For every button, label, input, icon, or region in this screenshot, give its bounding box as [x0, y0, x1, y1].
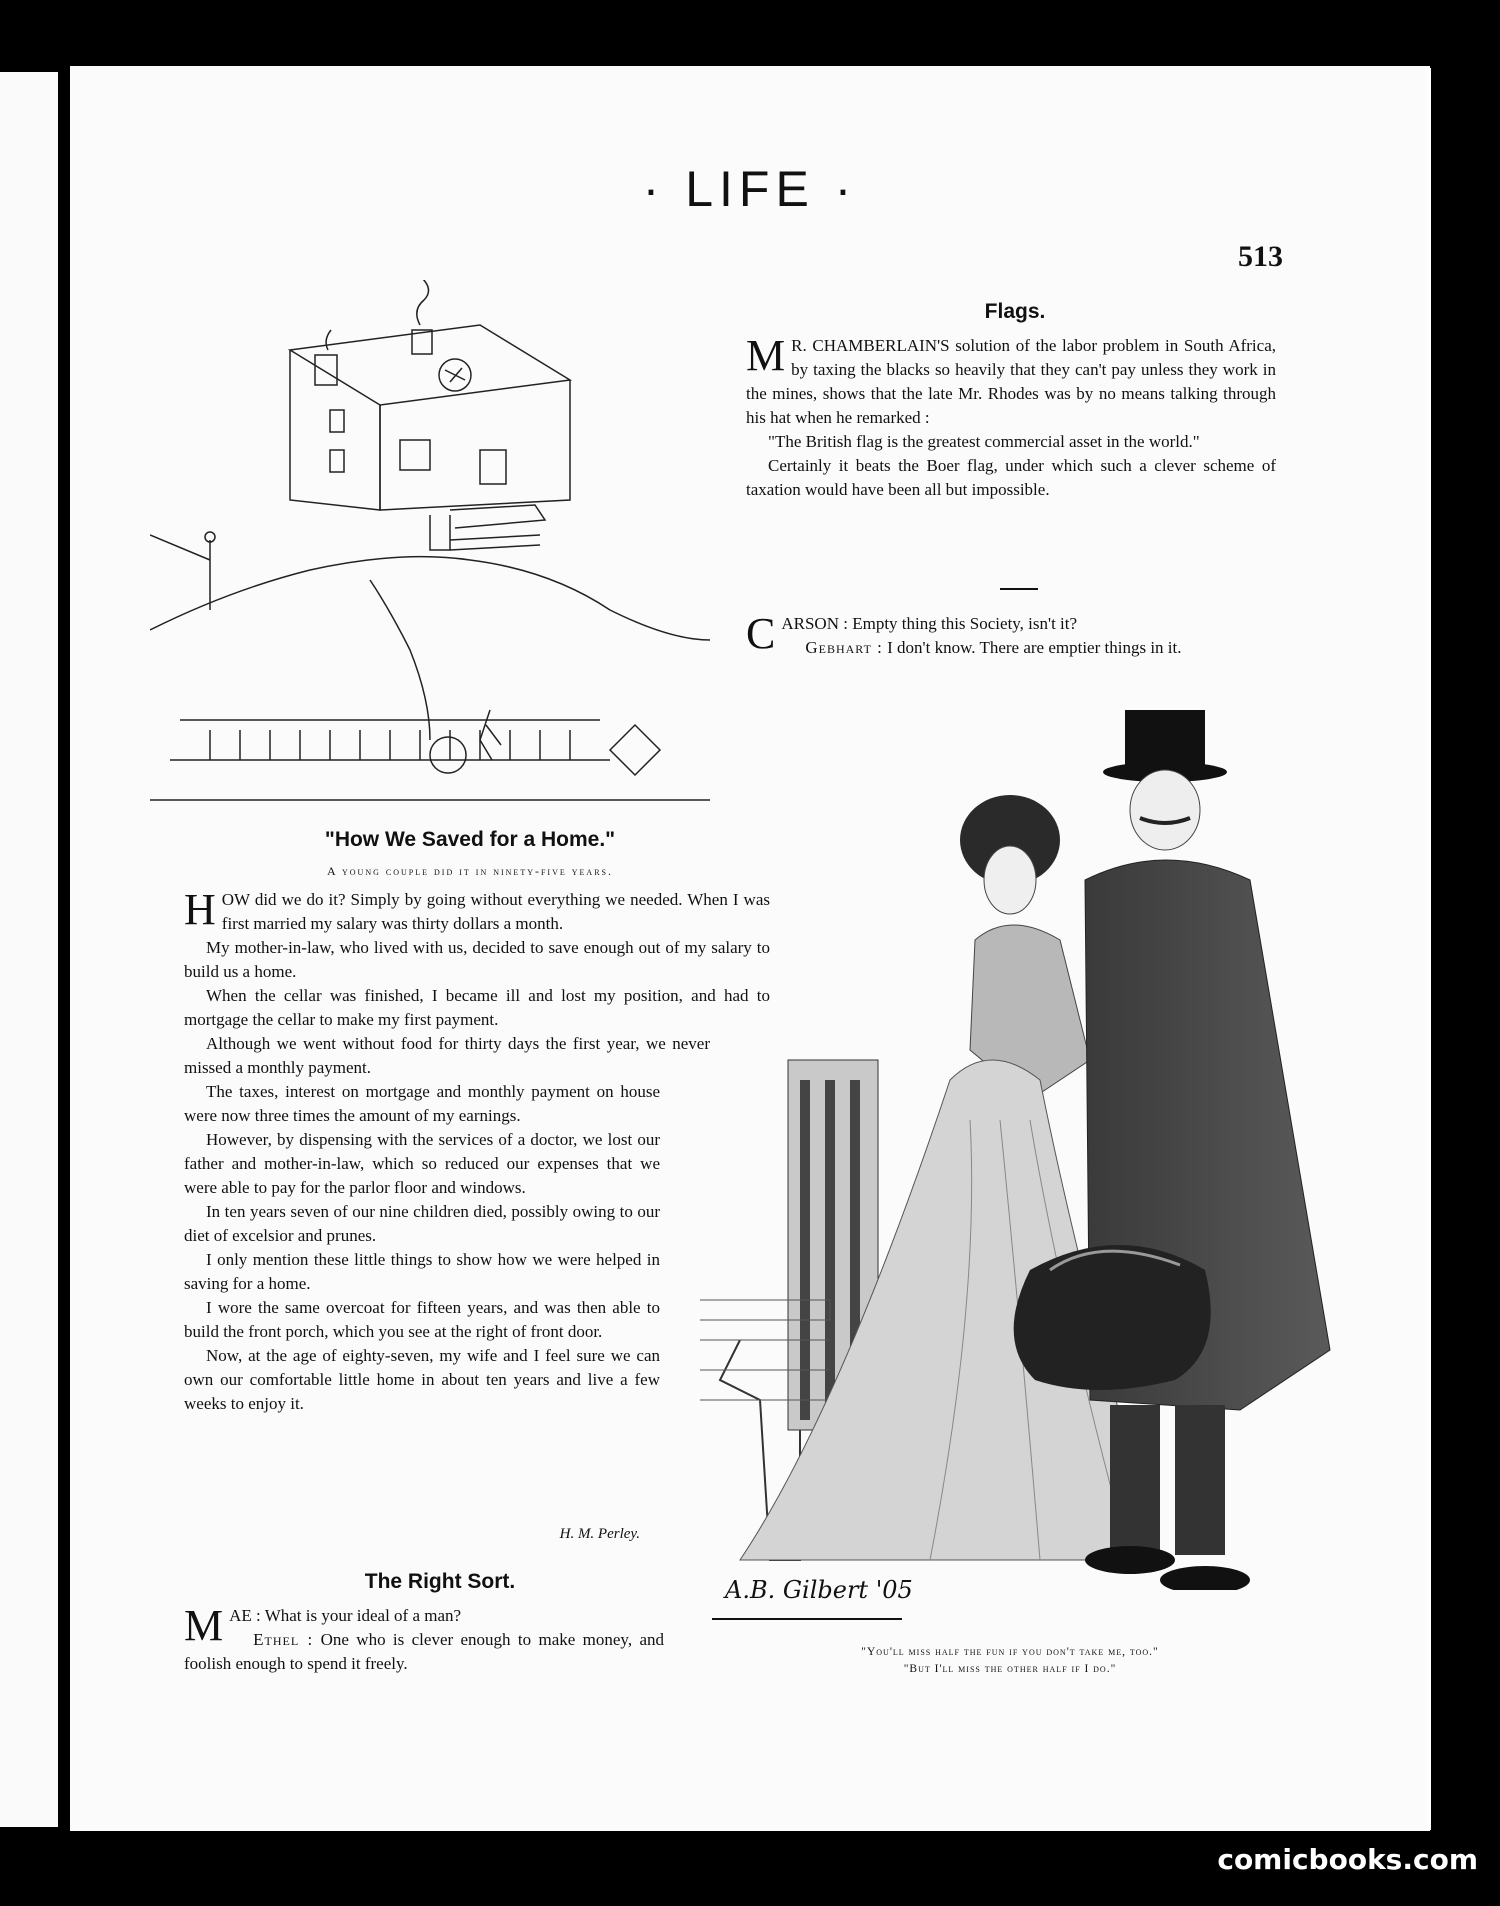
home-article [184, 885, 770, 1416]
mae-line: AE : What is your ideal of a man? [229, 1606, 462, 1625]
home-paragraph: My mother-in-law, who lived with us, decided to save enough out of my salary to build us a home. [184, 938, 770, 981]
home-dropcap: H [184, 885, 216, 934]
home-paragraph: Now, at the age of eighty-seven, my wife and I feel sure we can own our comfortable little home in about ten years and live a few weeks to enjoy it. [184, 1346, 660, 1413]
caption-line: "But I'll miss the other half if I do." [903, 1663, 1117, 1675]
flags-paragraph: Certainly it beats the Boer flag, under which such a clever scheme of taxation would have been all but impossible. [746, 456, 1276, 499]
house-illustration [150, 280, 710, 810]
artist-signature: A.B. Gilbert '05 [725, 1576, 913, 1604]
right-sort-dialogue [184, 1601, 664, 1676]
masthead: · LIFE · [642, 161, 858, 217]
speaker-label: Gebhart : [805, 638, 883, 657]
flags-heading: Flags. [984, 300, 1046, 323]
right-sort-dropcap: M [184, 1601, 224, 1650]
signature-underline [712, 1618, 902, 1620]
section-divider [1000, 588, 1038, 590]
right-sort-heading: The Right Sort. [364, 1570, 516, 1593]
carson-line: ARSON : Empty thing this Society, isn't it? [781, 614, 1078, 633]
home-paragraph: OW did we do it? Simply by going without everything we needed. When I was first married my salary was thirty dollars a month. [221, 890, 770, 933]
page-border [1426, 68, 1431, 1830]
flags-dropcap: M [746, 331, 786, 380]
carson-dialogue [746, 609, 1276, 660]
watermark: comicbooks.com [1217, 1843, 1478, 1876]
flags-article [746, 331, 1276, 502]
speaker-label: Ethel : [253, 1630, 314, 1649]
home-heading: "How We Saved for a Home." [324, 828, 616, 851]
home-paragraph: Although we went without food for thirty days the first year, we never missed a monthly payment. [184, 1034, 710, 1077]
gebhart-line: I don't know. There are emptier things in it. [887, 638, 1182, 657]
home-paragraph: In ten years seven of our nine children died, possibly owing to our diet of excelsior and prunes. [184, 1202, 660, 1245]
caption-line: "You'll miss half the fun if you don't take me, too." [861, 1646, 1159, 1658]
author-signature: H. M. Perley. [559, 1526, 640, 1542]
home-subtitle: A young couple did it in ninety-five years. [327, 864, 613, 878]
home-paragraph: However, by dispensing with the services of a doctor, we lost our father and mother-in-law, which so reduced our expenses that we were able to pay for the parlor floor and windows. [184, 1130, 660, 1197]
flags-paragraph: R. CHAMBERLAIN'S solution of the labor problem in South Africa, by taxing the blacks so heavily that they can't pay unless they work in the mines, shows that the late Mr. Rhodes was by no means talking through his hat when he remarked : [746, 336, 1276, 427]
home-paragraph: I only mention these little things to show how we were helped in saving for a home. [184, 1250, 660, 1293]
adjacent-page-edge [0, 72, 58, 1827]
flags-paragraph: "The British flag is the greatest commercial asset in the world." [768, 432, 1200, 451]
home-paragraph: The taxes, interest on mortgage and monthly payment on house were now three times the amount of my earnings. [184, 1082, 660, 1125]
home-paragraph: I wore the same overcoat for fifteen years, and was then able to build the front porch, which you see at the right of front door. [184, 1298, 660, 1341]
carson-dropcap: C [746, 609, 776, 658]
couple-illustration [700, 700, 1360, 1590]
illustration-caption [720, 1644, 1300, 1678]
page-number: 513 [1238, 240, 1283, 273]
ethel-line: One who is clever enough to make money, and foolish enough to spend it freely. [184, 1630, 664, 1673]
home-paragraph: When the cellar was finished, I became ill and lost my position, and had to mortgage the cellar to make my first payment. [184, 986, 770, 1029]
